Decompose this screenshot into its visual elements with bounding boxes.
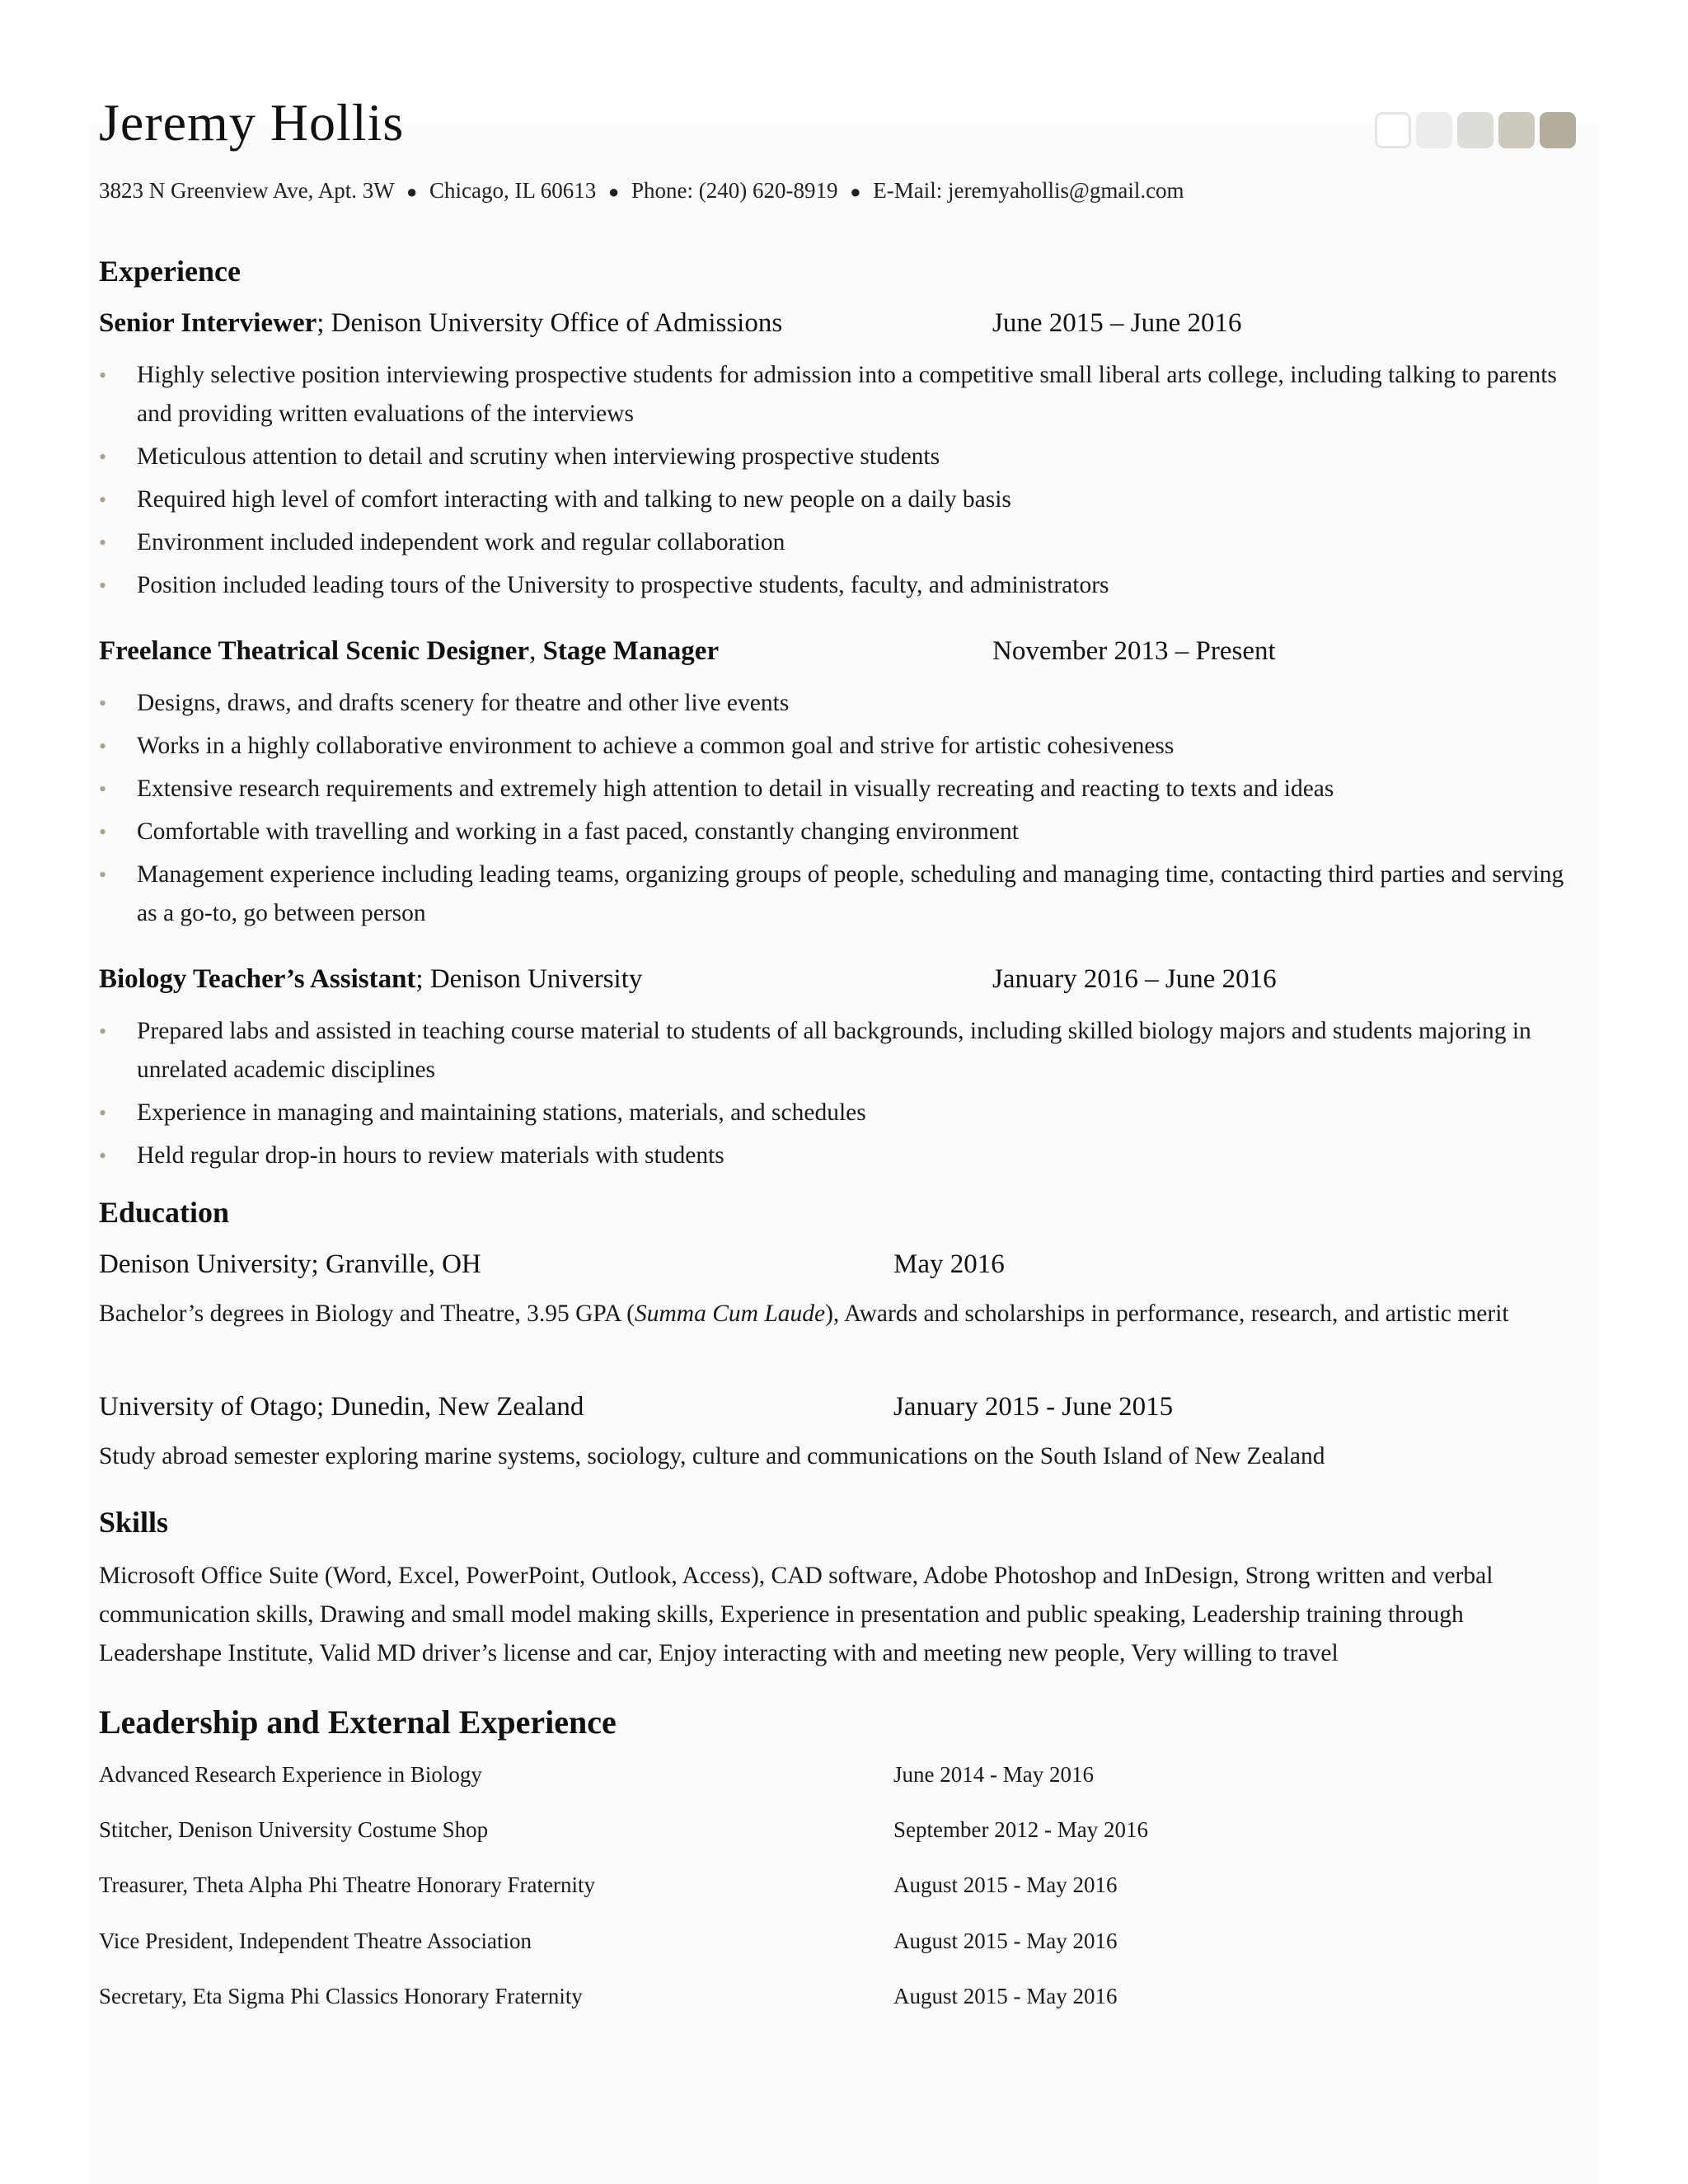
job-bullet-list	[99, 1012, 1582, 1179]
decorative-swatches	[1375, 112, 1576, 148]
list-item	[99, 1984, 1582, 2009]
list-item	[99, 1872, 1582, 1898]
bullet-icon: •	[99, 734, 107, 758]
bullet-icon: •	[99, 1144, 107, 1168]
contact-phone: Phone: (240) 620-8919	[631, 178, 838, 203]
job-separator: ;	[415, 964, 424, 994]
leadership-role: Stitcher, Denison University Costume Shop	[99, 1817, 489, 1842]
job-separator: ;	[316, 308, 325, 338]
bullet-icon: •	[99, 574, 107, 598]
contact-address: 3823 N Greenview Ave, Apt. 3W	[99, 178, 395, 203]
job-role: Biology Teacher’s Assistant	[99, 964, 416, 994]
job-heading	[99, 308, 782, 339]
leadership-role: Treasurer, Theta Alpha Phi Theatre Honorary Fraternity	[99, 1872, 596, 1897]
bullet-text: Works in a highly collaborative environment to achieve a common goal and strive for artistic cohesiveness	[137, 733, 1175, 759]
bullet-text: Highly selective position interviewing prospective students for admission into a competitive small liberal arts college, including talking to parents and providing written evaluations of the interviews	[137, 362, 1557, 427]
bullet-text: Position included leading tours of the University to prospective students, faculty, and administrators	[137, 572, 1109, 598]
bullet-text: Experience in managing and maintaining stations, materials, and schedules	[137, 1099, 866, 1126]
school-name: University of Otago; Dunedin, New Zealand	[99, 1392, 584, 1422]
list-item	[99, 438, 1582, 476]
leadership-dates: June 2014 - May 2016	[893, 1762, 1094, 1787]
list-item	[99, 1137, 1582, 1175]
leadership-role: Secretary, Eta Sigma Phi Classics Honorary Fraternity	[99, 1984, 583, 2008]
bullet-text: Comfortable with travelling and working in a fast paced, constantly changing environment	[137, 818, 1019, 845]
bullet-icon: •	[99, 820, 107, 844]
bullet-icon: •	[99, 531, 107, 555]
contact-separator: ●	[850, 181, 861, 202]
bullet-text: Prepared labs and assisted in teaching course material to students of all backgrounds, including skilled biology majors and students majoring in unrelated academic disciplines	[137, 1018, 1531, 1083]
job-org: Denison University Office of Admissions	[324, 308, 783, 338]
contact-separator: ●	[607, 181, 620, 202]
list-item	[99, 1817, 1582, 1843]
contact-email: E-Mail: jeremyahollis@gmail.com	[873, 178, 1184, 203]
bullet-text: Extensive research requirements and extremely high attention to detail in visually recreating and reacting to texts and ideas	[137, 776, 1334, 802]
swatch-4	[1498, 112, 1535, 148]
skills-heading: Skills	[99, 1506, 169, 1539]
job-dates: November 2013 – Present	[992, 636, 1276, 666]
school-name: Denison University; Granville, OH	[99, 1249, 481, 1279]
education-heading: Education	[99, 1196, 230, 1229]
bullet-text: Designs, draws, and drafts scenery for theatre and other live events	[137, 690, 790, 716]
bullet-text: Environment included independent work and regular collaboration	[137, 529, 785, 555]
swatch-3	[1457, 112, 1493, 148]
bullet-icon: •	[99, 1019, 107, 1043]
leadership-dates: September 2012 - May 2016	[893, 1817, 1148, 1842]
school-description	[99, 1295, 1574, 1333]
job-role: Freelance Theatrical Scenic Designer	[99, 636, 530, 666]
school-description	[99, 1437, 1574, 1476]
bullet-text: Required high level of comfort interacting with and talking to new people on a daily basis	[137, 486, 1011, 513]
job-heading	[99, 964, 642, 995]
bullet-text: Held regular drop-in hours to review materials with students	[137, 1142, 724, 1169]
list-item	[99, 480, 1582, 519]
school-description-text: ), Awards and scholarships in performance, research, and artistic merit	[825, 1301, 1509, 1327]
bullet-icon: •	[99, 691, 107, 715]
swatch-2	[1416, 112, 1452, 148]
contact-city: Chicago, IL 60613	[429, 178, 597, 203]
school-dates: May 2016	[893, 1249, 1005, 1279]
school-description-text: Bachelor’s degrees in Biology and Theatre, 3.95 GPA (	[99, 1301, 635, 1327]
job-role: Senior Interviewer	[99, 308, 317, 338]
bullet-text: Meticulous attention to detail and scrutiny when interviewing prospective students	[137, 443, 940, 470]
leadership-role: Advanced Research Experience in Biology	[99, 1762, 482, 1787]
bullet-icon: •	[99, 777, 107, 801]
experience-heading: Experience	[99, 255, 241, 288]
list-item	[99, 684, 1582, 723]
school-dates: January 2015 - June 2015	[893, 1392, 1174, 1422]
bullet-icon: •	[99, 488, 107, 512]
swatch-5	[1540, 112, 1576, 148]
list-item	[99, 1094, 1582, 1132]
list-item	[99, 770, 1582, 808]
contact-line	[99, 178, 1184, 204]
job-heading	[99, 636, 719, 667]
bullet-text: Management experience including leading teams, organizing groups of people, scheduling and managing time, contacting third parties and serving as a go-to, go between person	[137, 861, 1564, 926]
list-item	[99, 855, 1582, 933]
job-org: Denison University	[423, 964, 643, 994]
bullet-icon: •	[99, 363, 107, 387]
list-item	[99, 813, 1582, 851]
list-item	[99, 1012, 1582, 1090]
job-dates: January 2016 – June 2016	[992, 964, 1277, 994]
job-bullet-list	[99, 684, 1582, 937]
school-description-text: Study abroad semester exploring marine systems, sociology, culture and communications on the South Island of New Zealand	[99, 1443, 1325, 1469]
list-item	[99, 1762, 1582, 1788]
school-honor: Summa Cum Laude	[634, 1301, 826, 1327]
bullet-icon: •	[99, 1101, 107, 1125]
bullet-icon: •	[99, 863, 107, 887]
leadership-dates: August 2015 - May 2016	[893, 1872, 1118, 1897]
job-separator: ,	[529, 636, 537, 666]
leadership-role: Vice President, Independent Theatre Association	[99, 1929, 532, 1953]
candidate-name: Jeremy Hollis	[99, 93, 405, 152]
leadership-heading: Leadership and External Experience	[99, 1704, 617, 1741]
swatch-1	[1375, 112, 1411, 148]
skills-text: Microsoft Office Suite (Word, Excel, PowerPoint, Outlook, Access), CAD software, Adobe Photoshop and InDesign, Strong written and verbal communication skills, Drawing and small model making skills, Experience in presentation and public speaking, Leadership training through Leadershape Institute, Valid MD driver’s license and car, Enjoy interacting with and meeting new people, Very willing to travel	[99, 1563, 1493, 1666]
contact-separator: ●	[406, 181, 418, 202]
list-item	[99, 566, 1582, 605]
list-item	[99, 523, 1582, 562]
leadership-dates: August 2015 - May 2016	[893, 1929, 1118, 1953]
list-item	[99, 356, 1582, 434]
job-org: Stage Manager	[536, 636, 720, 666]
list-item	[99, 727, 1582, 766]
list-item	[99, 1929, 1582, 1954]
leadership-dates: August 2015 - May 2016	[893, 1984, 1118, 2008]
bullet-icon: •	[99, 445, 107, 469]
job-dates: June 2015 – June 2016	[992, 308, 1242, 338]
job-bullet-list	[99, 356, 1582, 609]
